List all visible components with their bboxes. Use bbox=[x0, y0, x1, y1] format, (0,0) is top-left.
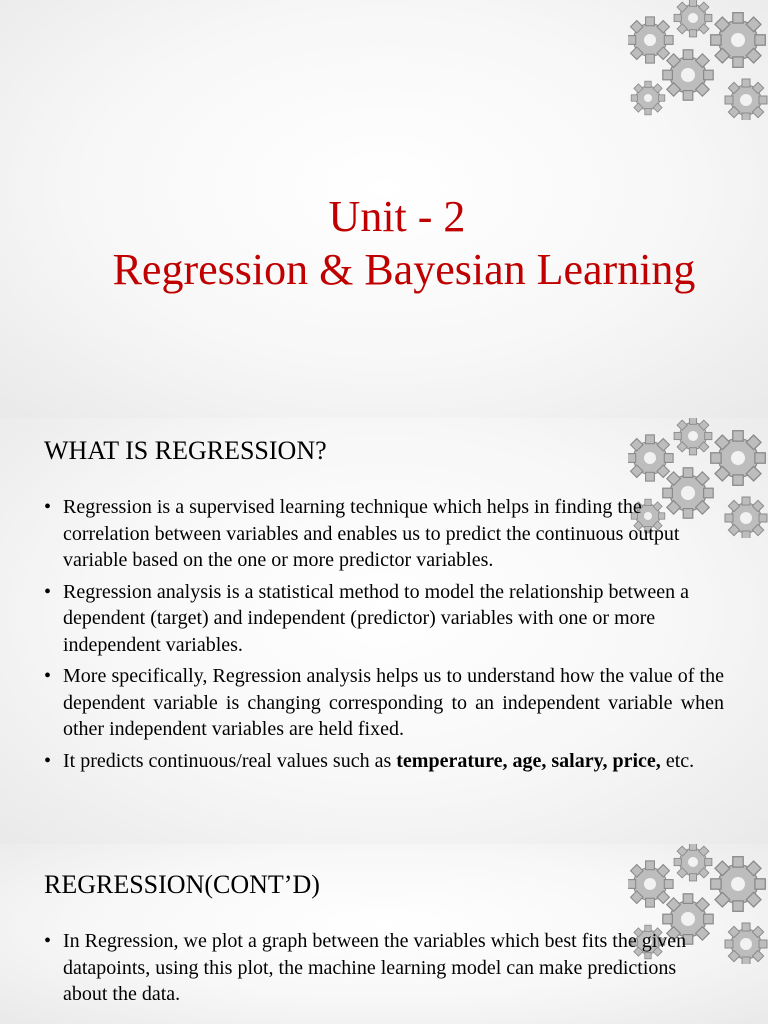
slide-heading: REGRESSION(CONT’D) bbox=[44, 870, 320, 899]
bullet-text: Regression is a supervised learning technique which helps in finding the correlation between variables and enables us to predict the continuous output variable based on the one or more predictor variables. bbox=[63, 496, 680, 571]
bullet-item bbox=[44, 579, 724, 659]
slide-title bbox=[0, 190, 768, 296]
bullet-icon: • bbox=[44, 580, 52, 603]
slide-heading: WHAT IS REGRESSION? bbox=[44, 436, 327, 465]
what-is-regression-slide bbox=[0, 418, 768, 844]
bullet-item bbox=[44, 494, 724, 574]
bullet-text: More specifically, Regression analysis helps us to understand how the value of the dependent variable is changing corresponding to an independent variable when other independent variables are held fixed. bbox=[63, 665, 724, 740]
title-line-2: Regression & Bayesian Learning bbox=[112, 245, 696, 294]
bullet-list bbox=[44, 928, 724, 1013]
bullet-icon: • bbox=[44, 665, 52, 687]
bullet-text: Regression analysis is a statistical method to model the relationship between a dependent (target) and independent (predictor) variables with one or more independent variables. bbox=[63, 580, 689, 656]
bullet-icon: • bbox=[44, 749, 52, 772]
bullet-icon: • bbox=[44, 930, 52, 952]
bullet-text-suffix: etc. bbox=[660, 749, 695, 772]
bullet-text-bold: temperature, age, salary, price, bbox=[396, 749, 661, 772]
bullet-list bbox=[44, 494, 724, 779]
bullet-item bbox=[44, 663, 724, 743]
bullet-icon: • bbox=[44, 496, 52, 518]
bullet-text-prefix: It predicts continuous/real values such as bbox=[63, 749, 397, 772]
title-line-1: Unit - 2 bbox=[328, 192, 466, 241]
gears-graphic bbox=[628, 0, 768, 120]
bullet-item bbox=[44, 928, 724, 1008]
bullet-item bbox=[44, 748, 724, 775]
bullet-text: In Regression, we plot a graph between the variables which best fits the given datapoints, using this plot, the machine learning model can make predictions about the data. bbox=[63, 930, 687, 1005]
regression-contd-slide bbox=[0, 844, 768, 1024]
title-slide bbox=[0, 0, 768, 418]
